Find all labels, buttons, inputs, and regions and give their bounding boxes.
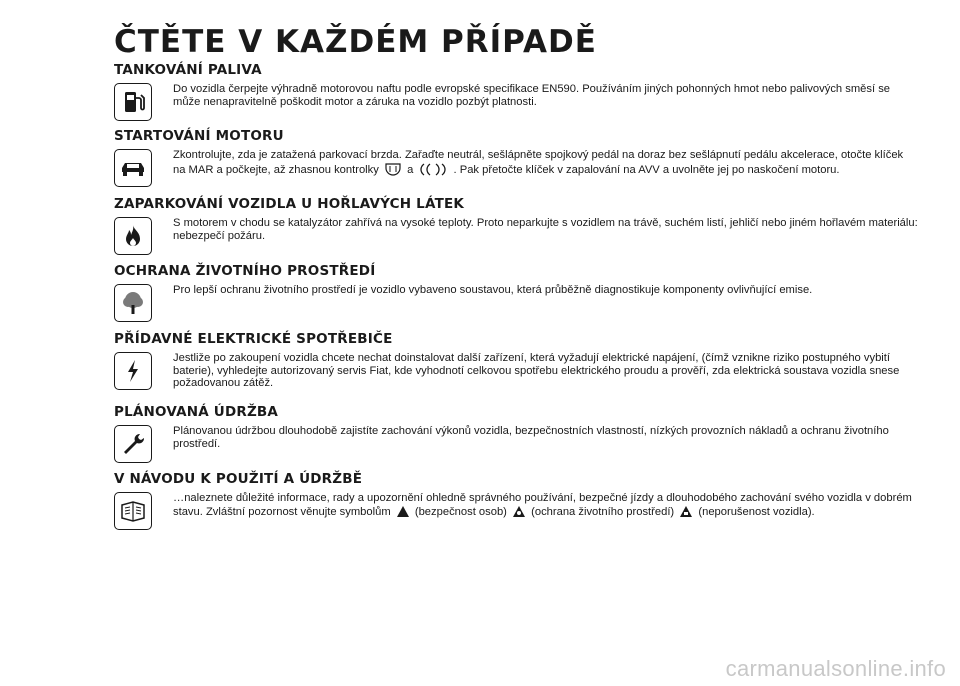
section-text: Jestliže po zakoupení vozidla chcete nechat doinstalovat další zařízení, která vyžadují elektrické napájení, (čímž vznikne riziko postupného vybití baterie), vyhledejte autorizovaný servis Fiat, kde vyhodnotí celkovou spotřebu elektrického proudu a prověří, zda elektrická soustava vozidla snese požadovanou zátěž. [173, 352, 900, 390]
tree-icon [114, 284, 152, 322]
lightning-icon [114, 352, 152, 390]
fuel-pump-icon [114, 83, 152, 121]
section-heading: PŘÍDAVNÉ ELEKTRICKÉ SPOTŘEBIČE [114, 331, 393, 347]
section-starting-engine [114, 128, 914, 199]
environment-symbol-icon [512, 505, 526, 522]
glow-plug-warning-icon [384, 162, 402, 180]
text-part: a [407, 163, 414, 176]
section-refuelling [114, 62, 914, 133]
text-part: (ochrana životního prostředí) [531, 505, 675, 518]
text-part: Zkontrolujte, zda je zatažená parkovací brzda. Zařaďte neutrál, sešlápněte spojkový pedál na doraz bez sešlápnutí pedálu akcelerace, otočte klíček na MAR a počkejte, až zhasnou kontrolky [173, 149, 904, 176]
page-title: ČTĚTE V KAŽDÉM PŘÍPADĚ [114, 24, 597, 60]
section-parking [114, 196, 918, 267]
section-heading: V NÁVODU K POUŽITÍ A ÚDRŽBĚ [114, 471, 363, 487]
section-heading: STARTOVÁNÍ MOTORU [114, 128, 284, 144]
section-text [173, 492, 918, 521]
text-part: …naleznete důležité informace, rady a upozornění ohledně správného používání, bezpečné jízdy a dlouhodobého zachování svého vozidla v dobrém stavu. Zvláštní pozornost věnujte symbolům [173, 492, 912, 518]
text-part: (neporušenost vozidla). [698, 505, 815, 518]
flame-icon [114, 217, 152, 255]
engine-warning-icon [418, 162, 448, 180]
section-heading: OCHRANA ŽIVOTNÍHO PROSTŘEDÍ [114, 263, 376, 279]
vehicle-integrity-icon [679, 505, 693, 522]
section-text: Plánovanou údržbou dlouhodobě zajistíte zachování výkonů vozidla, bezpečnostních vlastností, nízkých provozních nákladů a ochranu životního prostředí. [173, 425, 889, 450]
section-electrical [114, 331, 914, 402]
section-environment [114, 263, 914, 334]
section-maintenance [114, 404, 914, 475]
section-heading: PLÁNOVANÁ ÚDRŽBA [114, 404, 279, 420]
section-owners-manual [114, 471, 914, 542]
section-text: S motorem v chodu se katalyzátor zahřívá na vysoké teploty. Proto neparkujte s vozidlem na trávě, suchém listí, jehličí nebo jiném hořlavém materiálu: nebezpečí požáru. [173, 217, 918, 242]
section-text: Pro lepší ochranu životního prostředí je vozidlo vybaveno soustavou, která průběžně diagnostikuje komponenty ovlivňující emise. [173, 284, 813, 296]
watermark: carmanualsonline.info [725, 656, 946, 681]
section-text [173, 149, 918, 179]
car-icon [114, 149, 152, 187]
book-icon [114, 492, 152, 530]
wrench-icon [114, 425, 152, 463]
section-heading: ZAPARKOVÁNÍ VOZIDLA U HOŘLAVÝCH LÁTEK [114, 196, 465, 212]
section-text: Do vozidla čerpejte výhradně motorovou naftu podle evropské specifikace EN590. Používáním jiných pohonných hmot nebo palivových směsí se může nenapravitelně poškodit motor a záruka na vozidlo pozbýt platnosti. [173, 83, 891, 108]
warning-triangle-icon [396, 505, 410, 522]
section-heading: TANKOVÁNÍ PALIVA [114, 62, 262, 78]
text-part: (bezpečnost osob) [414, 505, 507, 518]
text-part: . Pak přetočte klíček v zapalování na AVV a uvolněte jej po naskočení motoru. [453, 163, 840, 176]
